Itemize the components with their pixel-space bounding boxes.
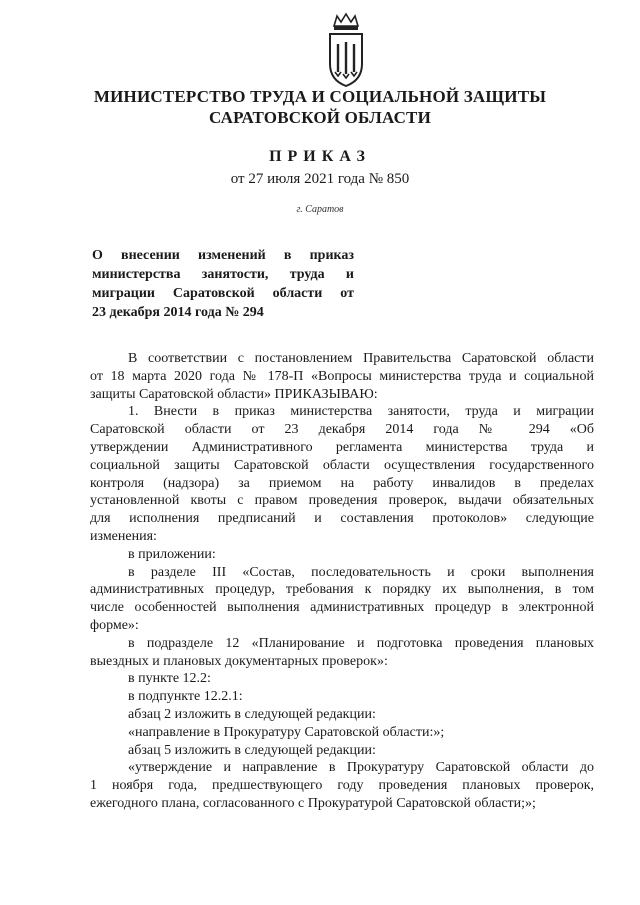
body-line: защиты Саратовской области» ПРИКАЗЫВАЮ: [90,386,378,402]
order-title: ПРИКАЗ [269,148,371,165]
body-line: административных процедур, требования к порядку их выполнения, в том [90,582,594,598]
city-label: г. Саратов [296,204,344,215]
body-line: изменения: [90,528,157,544]
body-line: в пункте 12.2: [128,671,211,687]
body-line: установленной квоты с правом проведения проверок, выдачи обязательных [90,493,594,509]
body-line: утверждении Административного регламента министерства труда и [90,439,594,455]
body-line: для исполнения предписаний и составления протоколов» следующие [90,511,594,527]
body-line: выездных и плановых документарных проверок»: [90,653,388,669]
body-line: в подпункте 12.2.1: [128,689,243,705]
body-line: социальной защиты Саратовской области осуществления государственного [90,457,594,473]
saratov-coat-of-arms-icon [326,12,366,88]
body-line: 1 ноября года, предшествующего году проведения плановых проверок, [90,778,594,794]
body-line: 1. Внести в приказ министерства занятости, труда и миграции [128,404,594,420]
body-line: ежегодного плана, согласованного с Прокуратурой Саратовской области;»; [90,795,536,811]
body-line: в приложении: [128,546,216,562]
body-line: Саратовской области от 23 декабря 2014 года № 294 «Об [90,422,594,438]
order-body [90,350,594,813]
body-line: абзац 2 изложить в следующей редакции: [128,706,376,722]
subject-line: миграции Саратовской области от [92,286,354,301]
ministry-name-line2: САРАТОВСКОЙ ОБЛАСТИ [208,108,432,127]
body-line: абзац 5 изложить в следующей редакции: [128,742,376,758]
body-line: В соответствии с постановлением Правительства Саратовской области [128,351,594,366]
order-date-number: от 27 июля 2021 года № 850 [230,171,410,187]
subject-line: 23 декабря 2014 года № 294 [92,305,264,320]
order-subject [92,246,354,322]
body-line: в подразделе 12 «Планирование и подготовка проведения плановых [128,635,594,651]
ministry-name-line1: МИНИСТЕРСТВО ТРУДА И СОЦИАЛЬНОЙ ЗАЩИТЫ [93,87,547,106]
body-line: числе особенностей выполнения административных процедур в электронной [90,600,594,616]
body-line: контроля (надзора) за приемом на работу инвалидов в пределах [90,475,594,491]
subject-line: О внесении изменений в приказ [92,248,354,263]
body-line: в разделе III «Состав, последовательность и сроки выполнения [128,564,594,580]
body-line: «направление в Прокуратуру Саратовской области:»; [128,724,445,740]
subject-line: министерства занятости, труда и [92,267,354,282]
body-line: «утверждение и направление в Прокуратуру Саратовской области до [128,760,594,776]
body-line: форме»: [90,617,139,633]
body-line: от 18 марта 2020 года № 178-П «Вопросы министерства труда и социальной [90,368,594,384]
